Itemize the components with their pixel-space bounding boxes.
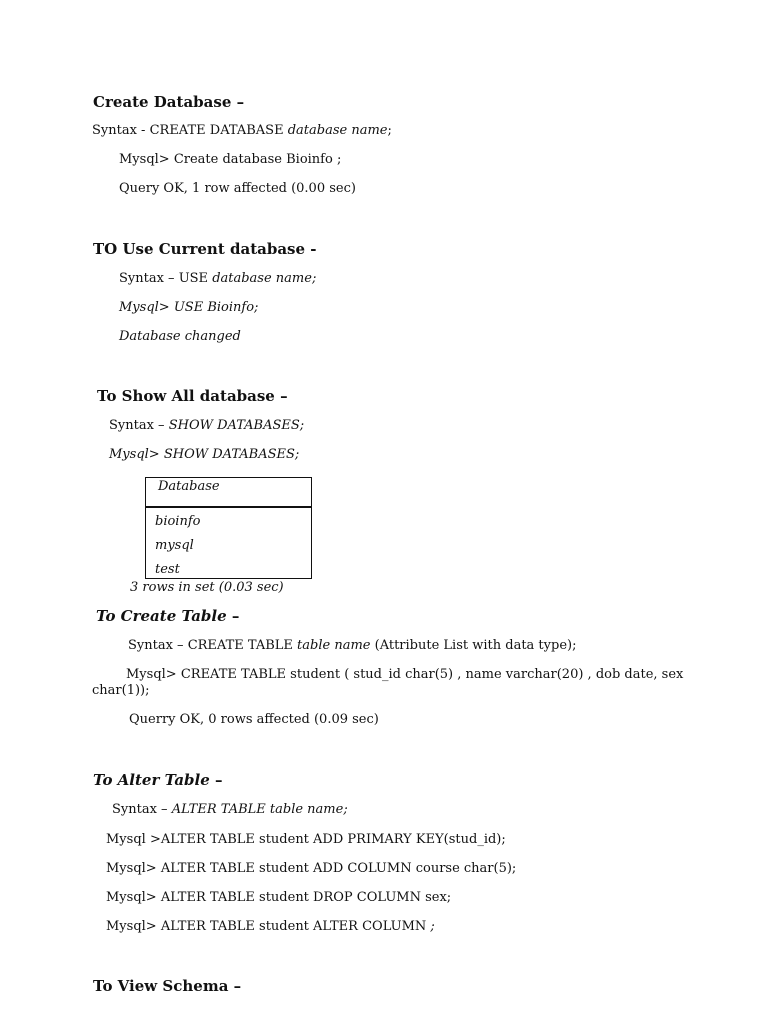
heading-text: To Alter Table	[93, 771, 210, 789]
use-database-heading: TO Use Current database -	[93, 240, 317, 258]
use-database-command: Mysql> USE Bioinfo;	[119, 300, 259, 315]
heading-text: To Create Table	[96, 607, 227, 625]
create-table-result: Querry OK, 0 rows affected (0.09 sec)	[129, 712, 379, 727]
alter-table-command: Mysql> ALTER TABLE student DROP COLUMN sex;	[106, 890, 452, 905]
command-text: Mysql> ALTER TABLE student ALTER COLUMN	[106, 919, 431, 934]
create-database-command: Mysql> Create database Bioinfo ;	[119, 152, 342, 167]
syntax-placeholder: database name;	[212, 271, 317, 286]
alter-table-syntax	[112, 802, 348, 818]
table-header: Database	[158, 479, 220, 494]
show-database-command: Mysql> SHOW DATABASES;	[109, 447, 300, 462]
syntax-placeholder: SHOW DATABASES;	[168, 418, 305, 433]
alter-table-command: Mysql> ALTER TABLE student ADD COLUMN course char(5);	[106, 861, 517, 876]
show-database-heading: To Show All database –	[97, 387, 288, 405]
heading-dash: –	[209, 771, 223, 789]
create-database-result: Query OK, 1 row affected (0.00 sec)	[119, 181, 356, 196]
table-divider	[146, 506, 311, 508]
show-database-result: 3 rows in set (0.03 sec)	[130, 580, 284, 595]
syntax-text: Syntax – CREATE TABLE	[128, 638, 298, 653]
table-row: test	[155, 562, 180, 577]
heading-dash: –	[226, 607, 240, 625]
create-database-syntax	[92, 123, 392, 139]
show-database-syntax	[109, 418, 304, 434]
view-schema-heading: To View Schema –	[93, 977, 242, 995]
create-table-command-cont: char(1));	[92, 683, 150, 698]
create-table-command: Mysql> CREATE TABLE student ( stud_id char(5) , name varchar(20) , dob date, sex	[126, 667, 684, 682]
syntax-placeholder: ALTER TABLE table name;	[171, 802, 348, 817]
alter-table-heading	[93, 771, 223, 789]
syntax-text: Syntax – USE	[119, 271, 213, 286]
create-table-syntax	[128, 638, 576, 654]
syntax-text: Syntax - CREATE DATABASE	[92, 123, 288, 138]
syntax-suffix: (Attribute List with data type);	[370, 638, 577, 653]
syntax-placeholder: table name	[297, 638, 371, 653]
table-row: mysql	[155, 538, 194, 553]
create-database-heading: Create Database –	[93, 93, 245, 111]
command-suffix: ;	[430, 919, 435, 934]
use-database-syntax	[119, 271, 316, 287]
syntax-text: Syntax –	[109, 418, 169, 433]
alter-table-command	[106, 919, 435, 935]
create-table-heading	[96, 607, 239, 625]
databases-result-table	[145, 477, 312, 579]
table-row: bioinfo	[155, 514, 201, 529]
alter-table-command: Mysql >ALTER TABLE student ADD PRIMARY KEY(stud_id);	[106, 832, 506, 847]
syntax-placeholder: database name	[287, 123, 388, 138]
syntax-suffix: ;	[387, 123, 392, 138]
use-database-result: Database changed	[119, 329, 241, 344]
syntax-text: Syntax –	[112, 802, 172, 817]
